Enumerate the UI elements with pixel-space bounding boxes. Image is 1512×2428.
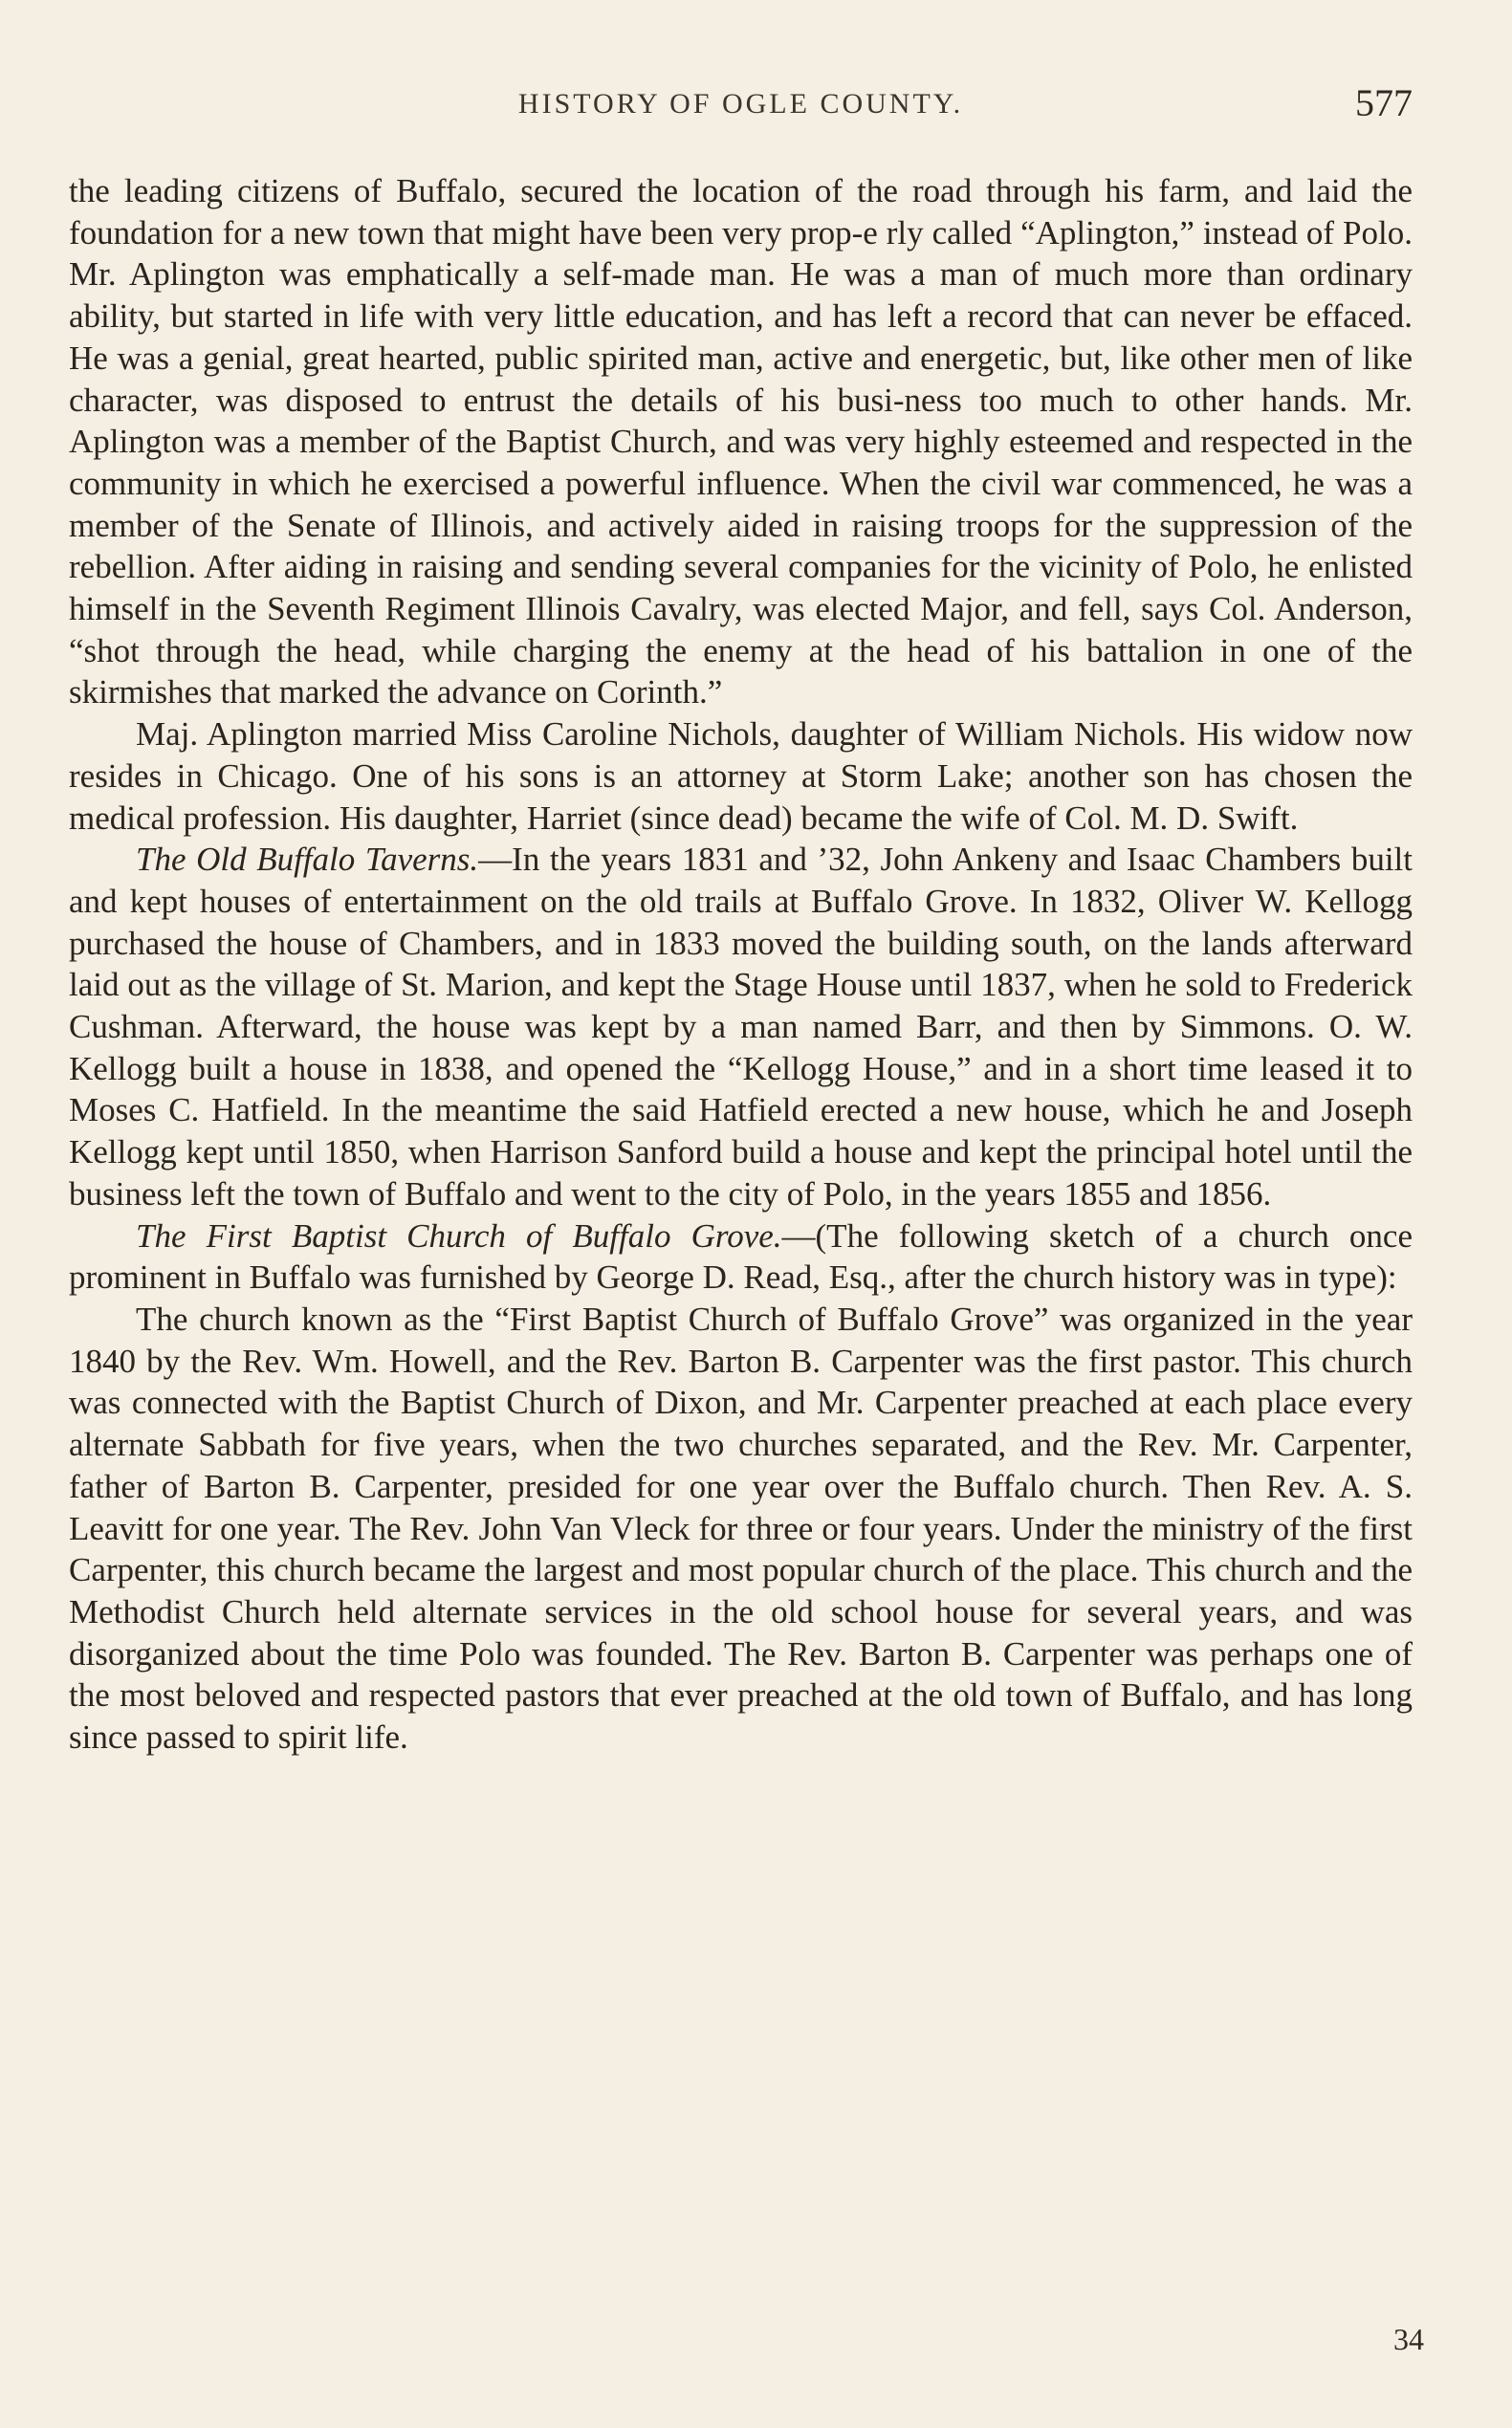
paragraph-aplington-biography [69, 170, 1413, 713]
paragraph-text: —(The following sketch of a church once prominent in Buffalo was furnished by George D. Read, Esq., after the church history was in type): [69, 1216, 1413, 1297]
paragraph-text: —In the years 1831 and ’32, John Ankeny and Isaac Chambers built and kept houses of entertainment on the old trails at Buffalo Grove. In 1832, Oliver W. Kellogg purchased the house of Chambers, and in 1833 moved the building south, on the lands afterward laid out as the village of St. Marion, and kept the Stage House until 1837, when he sold to Frederick Cushman. Afterward, the house was kept by a man named Barr, and then by Simmons. O. W. Kellogg built a house in 1838, and opened the “Kellogg House,” and in a short time leased it to Moses C. Hatfield. In the meantime the said Hatfield erected a new house, which he and Joseph Kellogg kept until 1850, when Harrison Sanford build a house and kept the principal hotel until the business left the town of Buffalo and went to the city of Polo, in the years 1855 and 1856. [69, 841, 1413, 1213]
paragraph-text: the leading citizens of Buffalo, secured the location of the road through his farm, and laid the foundation for a new town that might have been very prop-e rly called “Aplington,” instead of Polo. Mr. Aplington was emphatically a self-made man. He was a man of much more than ordinary ability, but started in life with very little education, and has left a record that can never be effaced. He was a genial, great hearted, public spirited man, active and energetic, but, like other men of like character, was disposed to entrust the details of his busi-ness too much to other hands. Mr. Aplington was a member of the Baptist Church, and was very highly esteemed and respected in the community in which he exercised a powerful influence. When the civil war commenced, he was a member of the Senate of Illinois, and actively aided in raising troops for the suppression of the rebellion. After aiding in raising and sending several companies for the vicinity of Polo, he enlisted himself in the Seventh Regiment Illinois Cavalry, was elected Major, and fell, says Col. Anderson, “shot through the head, while charging the enemy at the head of his battalion in one of the skirmishes that marked the advance on Corinth.” [69, 172, 1413, 711]
paragraph-first-baptist-church-heading [69, 1215, 1413, 1299]
section-lead-heading: The First Baptist Church of Buffalo Grove. [136, 1216, 782, 1255]
paragraph-text: The church known as the “First Baptist Church of Buffalo Grove” was organized in the year 1840 by the Rev. Wm. Howell, and the Rev. Barton B. Carpenter was the first pastor. This church was connected with the Baptist Church of Dixon, and Mr. Carpenter preached at each place every alternate Sabbath for five years, when the two churches separated, and the Rev. Mr. Carpenter, father of Barton B. Carpenter, presided for one year over the Buffalo church. Then Rev. A. S. Leavitt for one year. The Rev. John Van Vleck for three or four years. Under the ministry of the first Carpenter, this church became the largest and most popular church of the place. This church and the Methodist Church held alternate services in the old school house for several years, and was disorganized about the time Polo was founded. The Rev. Barton B. Carpenter was perhaps one of the most beloved and respected pastors that ever preached at the old town of Buffalo, and has long since passed to spirit life. [69, 1300, 1413, 1757]
page-header [69, 80, 1413, 132]
paragraph-old-buffalo-taverns [69, 839, 1413, 1214]
paragraph-aplington-family [69, 713, 1413, 839]
signature-mark: 34 [1393, 2322, 1424, 2356]
section-lead-heading: The Old Buffalo Taverns. [136, 841, 479, 879]
body-text [69, 170, 1413, 1759]
page-number: 577 [1355, 81, 1413, 124]
paragraph-church-history [69, 1299, 1413, 1759]
running-head: HISTORY OF OGLE COUNTY. [517, 88, 964, 120]
paragraph-text: Maj. Aplington married Miss Caroline Nichols, daughter of William Nichols. His widow now resides in Chicago. One of his sons is an attorney at Storm Lake; another son has chosen the medical profession. His daughter, Harriet (since dead) became the wife of Col. M. D. Swift. [69, 715, 1413, 837]
